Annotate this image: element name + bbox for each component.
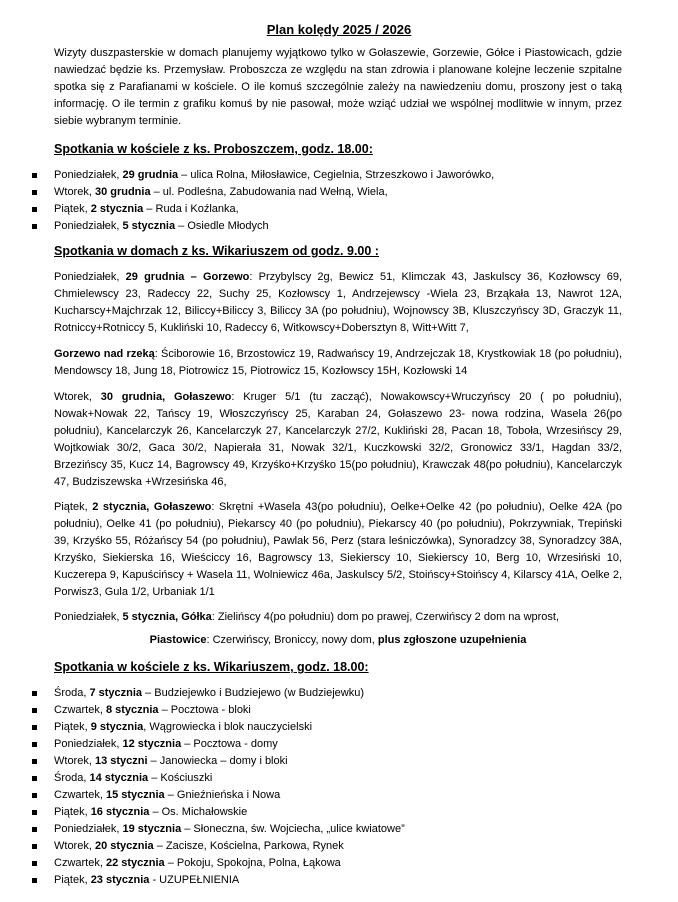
list-item	[30, 770, 630, 787]
bullet-square-icon	[32, 759, 37, 764]
item-text: – Os. Michałowskie	[149, 806, 248, 818]
day-label: Poniedziałek,	[54, 271, 126, 283]
bullet-square-icon	[32, 793, 37, 798]
paragraph-golaszewo-wtorek	[54, 389, 622, 491]
date-label: 5 stycznia, Gółka	[122, 611, 212, 623]
day-label: Poniedziałek,	[54, 738, 123, 750]
date-label: 9 stycznia	[90, 721, 144, 733]
list-item	[30, 821, 630, 838]
date-label: 2 stycznia, Gołaszewo	[92, 501, 212, 513]
list-item	[30, 719, 630, 736]
bullet-square-icon	[32, 725, 37, 730]
paragraph-text: : Czerwińscy, Broniccy, nowy dom,	[206, 634, 378, 646]
day-label: Poniedziałek,	[54, 611, 123, 623]
list-item	[30, 855, 630, 872]
date-label: 15 stycznia	[105, 789, 165, 801]
day-label: Piątek,	[54, 806, 91, 818]
list-item	[30, 736, 630, 753]
bullet-square-icon	[32, 207, 37, 212]
day-label: Środa,	[54, 772, 90, 784]
bullet-square-icon	[32, 224, 37, 229]
date-label: 22 stycznia	[105, 857, 165, 869]
place-label: – Gorzewo	[184, 271, 250, 283]
date-label: 20 stycznia	[94, 840, 154, 852]
date-label: 14 stycznia	[89, 772, 149, 784]
list-wikariusz	[30, 685, 630, 889]
item-text: – Słoneczna, św. Wojciecha, „ulice kwiatowe”	[181, 823, 405, 835]
date-label: 2 stycznia	[90, 203, 144, 215]
list-item	[30, 753, 630, 770]
bullet-square-icon	[32, 827, 37, 832]
date-label: 16 stycznia	[90, 806, 150, 818]
bullet-square-icon	[32, 810, 37, 815]
bullet-square-icon	[32, 861, 37, 866]
section-heading-proboszcz: Spotkania w kościele z ks. Proboszczem, godz. 18.00:	[54, 142, 373, 156]
bullet-square-icon	[32, 776, 37, 781]
paragraph-golka	[54, 609, 622, 626]
day-label: Poniedziałek,	[54, 169, 123, 181]
day-label: Czwartek,	[54, 789, 106, 801]
list-item	[30, 838, 630, 855]
date-label: 8 stycznia	[105, 704, 159, 716]
list-item	[30, 872, 630, 889]
place-label: Piastowice	[149, 634, 207, 646]
item-text: – Pocztowa - domy	[181, 738, 278, 750]
date-label: 7 stycznia	[89, 687, 143, 699]
bullet-square-icon	[32, 742, 37, 747]
paragraph-bold-end: plus zgłoszone uzupełnienia	[377, 634, 527, 646]
bullet-square-icon	[32, 190, 37, 195]
day-label: Piątek,	[54, 501, 93, 513]
date-label: 29 grudnia	[125, 271, 185, 283]
bullet-square-icon	[32, 844, 37, 849]
item-text: – ul. Podleśna, Zabudowania nad Wełną, Wiela,	[150, 186, 388, 198]
item-text: – Pocztowa - bloki	[158, 704, 251, 716]
list-item	[30, 685, 630, 702]
list-item	[30, 184, 630, 201]
date-label: 30 grudnia, Gołaszewo	[100, 391, 232, 403]
item-text: – Pokoju, Spokojna, Polna, Łąkowa	[164, 857, 341, 869]
section-heading-wikariusz-domy: Spotkania w domach z ks. Wikariuszem od godz. 9.00 :	[54, 244, 379, 258]
item-text: - UZUPEŁNIENIA	[149, 874, 240, 886]
paragraph-gorzewo	[54, 269, 622, 337]
intro-paragraph: Wizyty duszpasterskie w domach planujemy wyjątkowo tylko w Gołaszewie, Gorzewie, Gółce i Piastowicach, gdzie nawiedzać będzie ks. Przemysław. Proboszcza ze względu na stan zdrowia i planowane kolejne leczenie szpitalne spotka się z Parafianami w kościele. O ile komuś szczególnie zależy na nawiedzeniu domu, proszony jest o taką informację. O ile termin z grafiku komuś by nie pasował, może wziąć udział we wspólnej modlitwie w innym, przez siebie wybranym terminie.	[54, 47, 622, 127]
page-title: Plan kolędy 2025 / 2026	[266, 22, 412, 37]
list-item	[30, 804, 630, 821]
list-item	[30, 702, 630, 719]
date-label: 29 grudnia	[122, 169, 179, 181]
place-label: Gorzewo nad rzeką	[54, 348, 155, 360]
item-text: – Budziejewko i Budziejewo (w Budziejewku)	[142, 687, 365, 699]
date-label: 19 stycznia	[122, 823, 182, 835]
list-item	[30, 218, 630, 235]
list-proboszcz	[30, 167, 630, 235]
date-label: 13 styczni	[94, 755, 148, 767]
paragraph-text: : Ściborowie 16, Brzostowicz 19, Radwańscy 19, Andrzejczak 18, Krystkowiak 18 (po południu), Mendowscy 18, Jung 18, Piotrowicz 15, Piotrowicz 15, Kozłowscy 15H, Kozłowski 14	[54, 348, 622, 377]
list-item	[30, 787, 630, 804]
paragraph-text: : Kruger 5/1 (tu zacząć), Nowakowscy+Wruczyńscy 20 ( po południu), Nowak+Nowak 22, Tańscy 19, Włoszczyńscy 25, Karaban 24, Gołaszewo 23- nowa rodzina, Wasela 26(po południu), Kancelarczyk 26, Kancelarczyk 27, Kancelarczyk 27/2, Kukliński 28, Pacan 18, Toboła, Wrzesińscy 29, Wojtkowiak 30/2, Gaca 30/2, Napierała 31, Nowak 32/1, Kuczkowski 32/2, Gronowicz 33/1, Hagdan 33/2, Brzezińscy 35, Kucz 14, Bagrowscy 49, Krzyśko+Krzyśko 15(po południu), Krawczak 48(po południu), Kancelarczyk 47, Budziszewska +Wrzesińska 46,	[54, 391, 622, 488]
item-text: – Zacisze, Kościelna, Parkowa, Rynek	[153, 840, 344, 852]
item-text: – Osiedle Młodych	[175, 220, 269, 232]
day-label: Czwartek,	[54, 857, 106, 869]
day-label: Piątek,	[54, 874, 91, 886]
section-heading-wikariusz-kosciol: Spotkania w kościele z ks. Wikariuszem, godz. 18.00:	[54, 660, 369, 674]
paragraph-text: : Skrętni +Wasela 43(po południu), Oelke+Oelke 42 (po południu), Oelke 42A (po południu), Oelke 41 (po południu), Piekarscy 40 (po południu), Piekarscy 40 (po południu), Pokrzywniak, Trepiński 39, Krzyśko 55, Różańscy 54 (po południu), Pawlak 56, Perz (stara leśniczówka), Synoradzcy 38, Synoradzcy 38A, Krzyśko, Siekierska 16, Wieściccy 16, Bagrowscy 13, Siekierscy 10, Siekierscy 10, Berg 10, Wrzesiński 10, Kuczerepa 9, Kapuścińscy + Wasela 11, Wolniewicz 46a, Jaskulscy 5/2, Stoińscy+Stoińscy 4, Kilarscy 41A, Oelke 2, Porwisz3, Gula 1/2, Urbaniak 1/1	[54, 501, 623, 598]
list-item	[30, 201, 630, 218]
day-label: Środa,	[54, 687, 90, 699]
paragraph-golaszewo-piatek	[54, 499, 622, 601]
bullet-square-icon	[32, 878, 37, 883]
item-text: – Janowiecka – domy i bloki	[147, 755, 288, 767]
day-label: Piątek,	[54, 721, 91, 733]
list-item	[30, 167, 630, 184]
bullet-square-icon	[32, 173, 37, 178]
day-label: Poniedziałek,	[54, 220, 123, 232]
date-label: 30 grudnia	[94, 186, 151, 198]
date-label: 23 stycznia	[90, 874, 150, 886]
bullet-square-icon	[32, 691, 37, 696]
day-label: Wtorek,	[54, 755, 95, 767]
item-text: – Gnieźnieńska i Nowa	[164, 789, 281, 801]
date-label: 12 stycznia	[122, 738, 182, 750]
day-label: Piątek,	[54, 203, 91, 215]
bullet-square-icon	[32, 708, 37, 713]
paragraph-piastowice	[54, 632, 622, 649]
item-text: – ulica Rolna, Miłosławice, Cegielnia, Strzeszkowo i Jaworówko,	[178, 169, 495, 181]
date-label: 5 stycznia	[122, 220, 176, 232]
paragraph-gorzewo-nad-rzeka	[54, 346, 622, 380]
day-label: Czwartek,	[54, 704, 106, 716]
day-label: Wtorek,	[54, 391, 101, 403]
item-text: – Kościuszki	[148, 772, 213, 784]
day-label: Wtorek,	[54, 186, 95, 198]
day-label: Poniedziałek,	[54, 823, 123, 835]
paragraph-text: : Zielińscy 4(po południu) dom po prawej, Czerwińscy 2 dom na wprost,	[211, 611, 560, 623]
item-text: – Ruda i Koźlanka,	[143, 203, 239, 215]
item-text: , Wągrowiecka i blok nauczycielski	[143, 721, 313, 733]
paragraph-text: : Przybylscy 2g, Bewicz 51, Klimczak 43, Jaskulscy 36, Kozłowscy 69, Chmielewscy 23, Radeccy 22, Suchy 25, Kozłowscy 1, Andrzejewscy -Wiela 23, Brząkała 13, Nawrot 12A, Kucharscy+Majchrzak 12, Biliccy+Biliccy 3, Biliccy 3A (po południu), Wojnowscy 3B, Kluszczyńscy 3D, Graczyk 11, Rotniccy+Rotniccy 5, Kukliński 10, Radeccy 6, Witkowscy+Dobersztyn 8, Witt+Witt 7,	[54, 271, 623, 334]
day-label: Wtorek,	[54, 840, 95, 852]
